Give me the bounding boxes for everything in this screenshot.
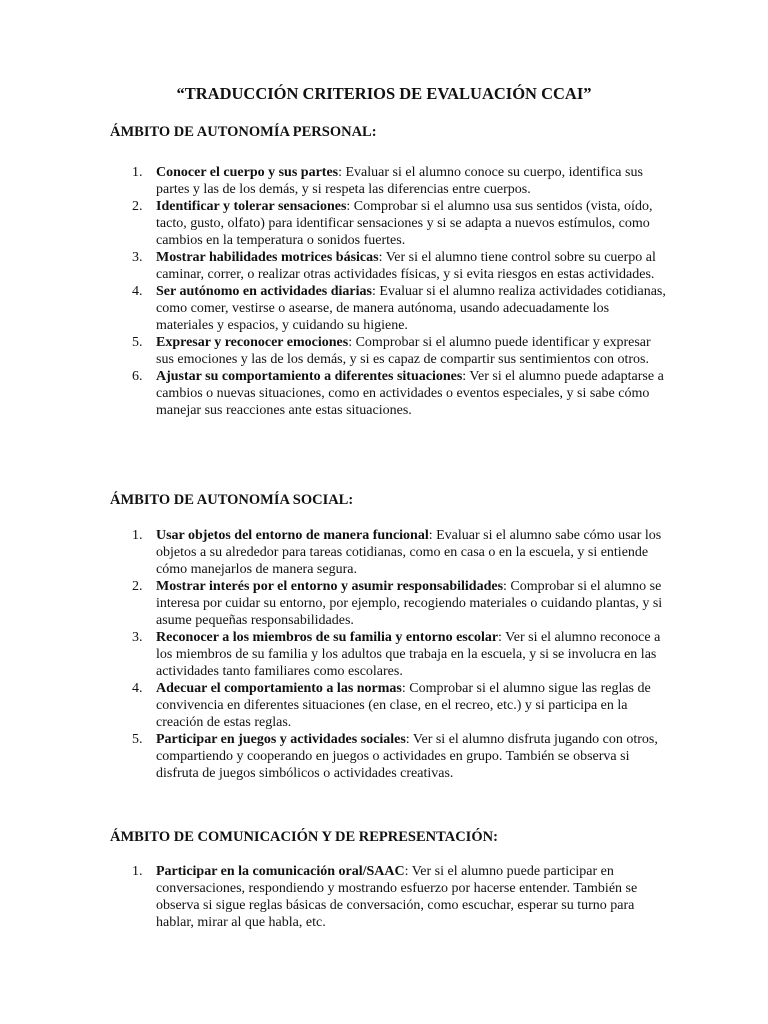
list-item xyxy=(110,283,670,334)
item-description: : Ver si el alumno tiene control sobre su cuerpo al caminar, correr, o realizar otras actividades físicas, y si evita riesgos en estas actividades. xyxy=(156,250,656,282)
item-term: Participar en la comunicación oral/SAAC xyxy=(156,864,405,879)
list-item xyxy=(110,527,670,578)
item-term: Ser autónomo en actividades diarias xyxy=(156,284,372,299)
item-term: Participar en juegos y actividades sociales xyxy=(156,732,406,747)
item-number: 1. xyxy=(132,528,143,543)
item-term: Usar objetos del entorno de manera funcional xyxy=(156,528,429,543)
section-heading: ÁMBITO DE AUTONOMÍA SOCIAL: xyxy=(110,492,354,508)
list-item xyxy=(110,863,670,931)
list-item xyxy=(110,164,670,198)
item-number: 4. xyxy=(132,284,143,299)
item-term: Reconocer a los miembros de su familia y entorno escolar xyxy=(156,630,499,645)
item-term: Mostrar interés por el entorno y asumir responsabilidades xyxy=(156,579,504,594)
list-item xyxy=(110,198,670,249)
item-description: : Ver si el alumno puede participar en conversaciones, respondiendo y mostrando esfuerzo por hacerse entender. También se observa si sigue reglas básicas de conversación, como escuchar, esperar su turno para hablar, mirar al que habla, etc. xyxy=(156,864,638,930)
item-term: Adecuar el comportamiento a las normas xyxy=(156,681,402,696)
section-autonomia-social xyxy=(110,492,670,782)
item-number: 6. xyxy=(132,369,143,384)
item-term: Expresar y reconocer emociones xyxy=(156,335,349,350)
item-description: : Evaluar si el alumno conoce su cuerpo, identifica sus partes y las de los demás, y si respeta las diferencias entre cuerpos. xyxy=(156,165,643,197)
list-item xyxy=(110,368,670,419)
item-number: 2. xyxy=(132,199,143,214)
item-number: 1. xyxy=(132,165,143,180)
item-term: Identificar y tolerar sensaciones xyxy=(156,199,347,214)
criteria-list xyxy=(110,164,670,419)
section-heading: ÁMBITO DE AUTONOMÍA PERSONAL: xyxy=(110,124,377,140)
item-description: : Evaluar si el alumno sabe cómo usar los objetos a su alrededor para tareas cotidianas, como en casa o en la escuela, y si entiende cómo manejarlos de manera segura. xyxy=(156,528,662,577)
item-description: : Comprobar si el alumno usa sus sentidos (vista, oído, tacto, gusto, olfato) para identificar sensaciones y si se adapta a nuevos estímulos, como cambios en la temperatura o sonidos fuertes. xyxy=(156,199,653,248)
item-number: 5. xyxy=(132,732,143,747)
item-term: Ajustar su comportamiento a diferentes situaciones xyxy=(156,369,463,384)
item-term: Mostrar habilidades motrices básicas xyxy=(156,250,379,265)
section-comunicacion-representacion xyxy=(110,829,670,931)
item-description: : Comprobar si el alumno se interesa por cuidar su entorno, por ejemplo, recogiendo materiales o cuidando plantas, y si asume pequeñas responsabilidades. xyxy=(156,579,663,628)
item-number: 2. xyxy=(132,579,143,594)
criteria-list xyxy=(110,863,670,931)
section-autonomia-personal xyxy=(110,124,670,419)
list-item xyxy=(110,334,670,368)
item-number: 5. xyxy=(132,335,143,350)
item-description: : Comprobar si el alumno sigue las reglas de convivencia en diferentes situaciones (en clase, en el recreo, etc.) y si participa en la creación de estas reglas. xyxy=(156,681,651,730)
item-description: : Evaluar si el alumno realiza actividades cotidianas, como comer, vestirse o asearse, de manera autónoma, usando adecuadamente los materiales y espacios, y cuidando su higiene. xyxy=(156,284,666,333)
item-term: Conocer el cuerpo y sus partes xyxy=(156,165,339,180)
item-description: : Ver si el alumno reconoce a los miembros de su familia y los adultos que trabaja en la escuela, y si se involucra en las actividades tanto familiares como escolares. xyxy=(156,630,661,679)
item-number: 1. xyxy=(132,864,143,879)
item-description: : Ver si el alumno puede adaptarse a cambios o nuevas situaciones, como en actividades o eventos especiales, y si sabe cómo manejar sus reacciones ante estas situaciones. xyxy=(156,369,664,418)
list-item xyxy=(110,578,670,629)
list-item xyxy=(110,249,670,283)
item-number: 3. xyxy=(132,630,143,645)
document-title: “TRADUCCIÓN CRITERIOS DE EVALUACIÓN CCAI” xyxy=(176,84,592,103)
item-description: : Ver si el alumno disfruta jugando con otros, compartiendo y cooperando en juegos o actividades en grupo. También se observa si disfruta de juegos simbólicos o actividades creativas. xyxy=(156,732,658,781)
list-item xyxy=(110,731,670,782)
section-heading: ÁMBITO DE COMUNICACIÓN Y DE REPRESENTACIÓN: xyxy=(110,829,498,845)
item-number: 4. xyxy=(132,681,143,696)
criteria-list xyxy=(110,527,670,782)
list-item xyxy=(110,629,670,680)
item-number: 3. xyxy=(132,250,143,265)
item-description: : Comprobar si el alumno puede identificar y expresar sus emociones y las de los demás, y si es capaz de compartir sus sentimientos con otros. xyxy=(156,335,651,367)
list-item xyxy=(110,680,670,731)
